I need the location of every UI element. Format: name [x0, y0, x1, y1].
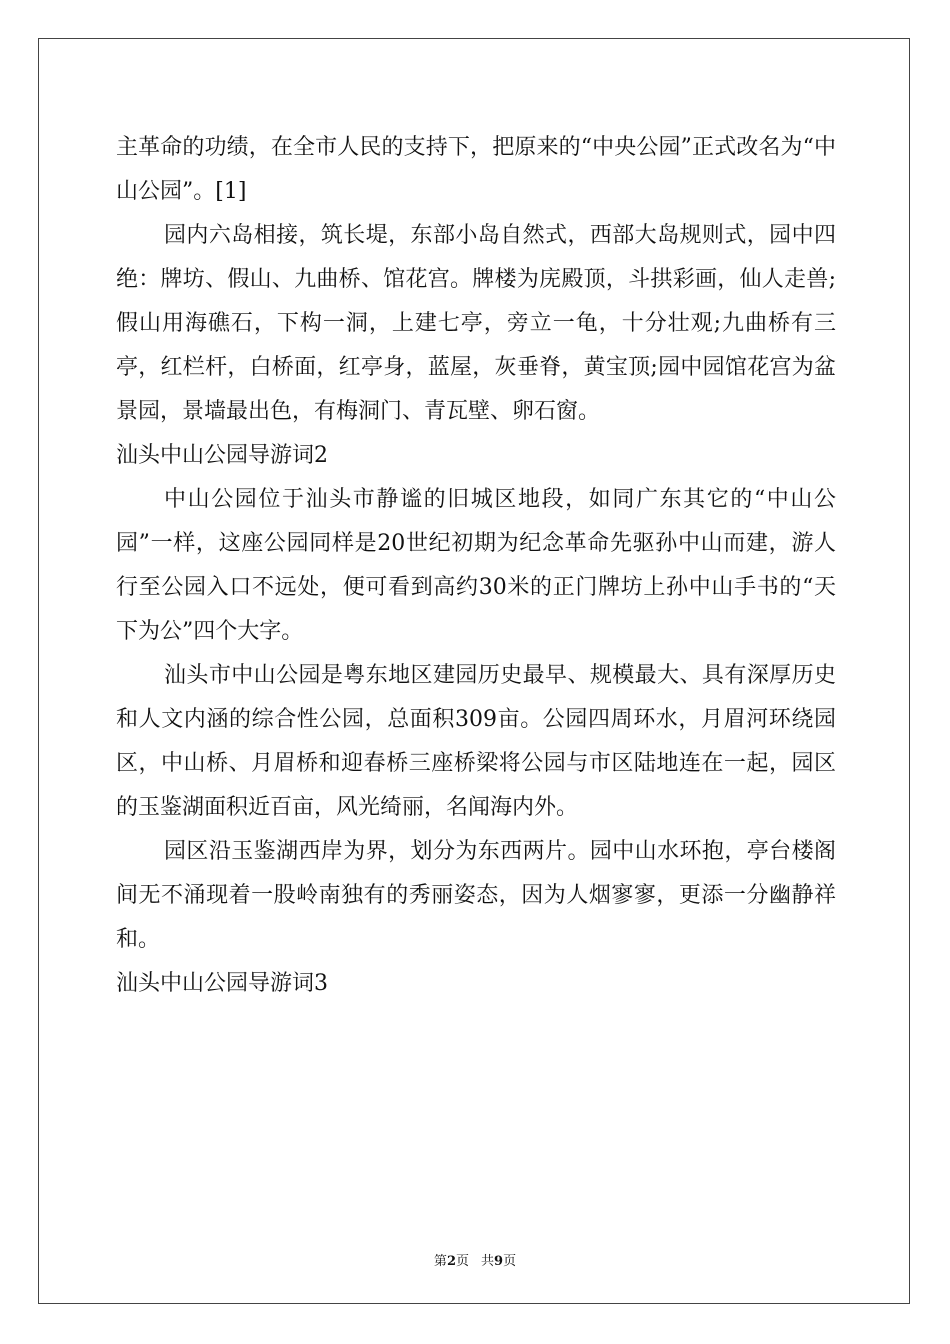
- page-prefix: 第: [433, 1254, 447, 1269]
- total-suffix: 页: [503, 1254, 517, 1269]
- total-pages: 9: [494, 1254, 504, 1269]
- page-suffix: 页: [455, 1254, 469, 1269]
- paragraph: 中山公园位于汕头市静谧的旧城区地段，如同广东其它的“中山公园”一样，这座公园同样是20世纪初期为纪念革命先驱孙中山而建，游人行至公园入口不远处，便可看到高约30米的正门牌坊上孙中山手书的“天下为公”四个大字。: [116, 487, 836, 644]
- page-number: 2: [446, 1254, 456, 1269]
- paragraph: 园内六岛相接，筑长堤，东部小岛自然式，西部大岛规则式，园中四绝：牌坊、假山、九曲桥、馆花宫。牌楼为庑殿顶，斗拱彩画，仙人走兽;假山用海礁石，下构一洞，上建七亭，旁立一龟，十分壮观;九曲桥有三亭，红栏杆，白桥面，红亭身，蓝屋，灰垂脊，黄宝顶;园中园馆花宫为盆景园，景墙最出色，有梅洞门、青瓦壁、卵石窗。: [116, 223, 836, 424]
- paragraph: 园区沿玉鉴湖西岸为界，划分为东西两片。园中山水环抱，亭台楼阁间无不涌现着一股岭南独有的秀丽姿态，因为人烟寥寥，更添一分幽静祥和。: [116, 839, 836, 952]
- paragraph: 汕头市中山公园是粤东地区建园历史最早、规模最大、具有深厚历史和人文内涵的综合性公园，总面积309亩。公园四周环水，月眉河环绕园区，中山桥、月眉桥和迎春桥三座桥梁将公园与市区陆地连在一起，园区的玉鉴湖面积近百亩，风光绮丽，名闻海内外。: [116, 663, 836, 820]
- section-heading: 汕头中山公园导游词3: [116, 971, 328, 996]
- total-prefix: 共: [481, 1254, 495, 1269]
- paragraph: 主革命的功绩，在全市人民的支持下，把原来的“中央公园”正式改名为“中山公园”。[1]: [116, 135, 836, 204]
- document-body: [116, 126, 836, 1006]
- section-heading: 汕头中山公园导游词2: [116, 443, 328, 468]
- page-footer: [0, 1250, 950, 1269]
